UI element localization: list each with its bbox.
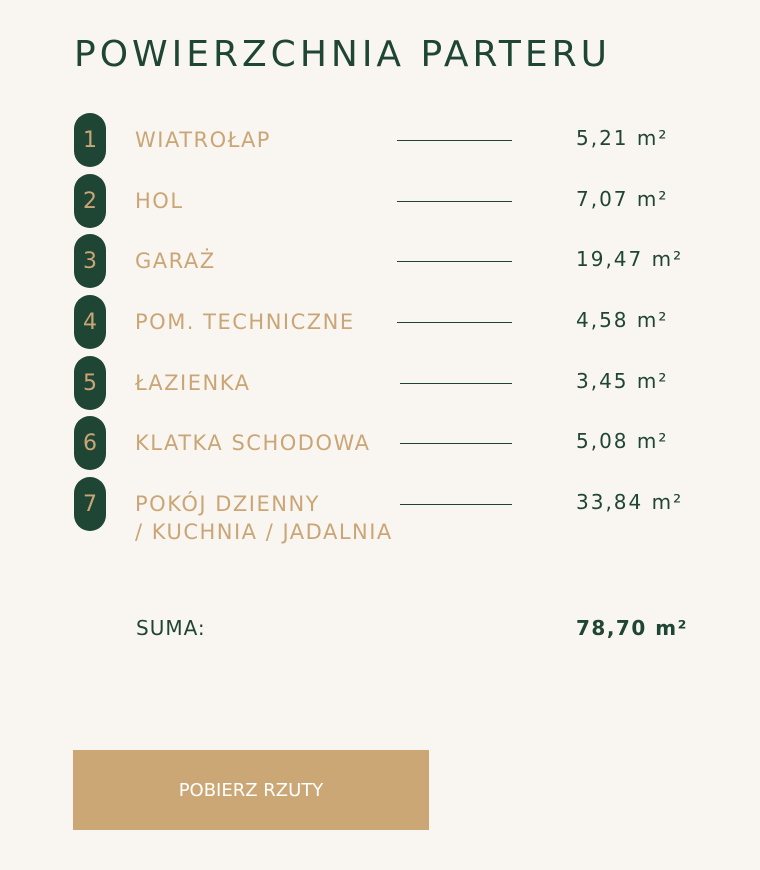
room-number-badge: 4 — [74, 295, 106, 349]
room-area: 33,84 m² — [576, 490, 684, 514]
room-area: 5,08 m² — [576, 429, 669, 453]
room-row — [0, 234, 760, 290]
download-plans-button[interactable]: POBIERZ RZUTY — [73, 750, 429, 830]
room-number-badge: 1 — [74, 113, 106, 167]
leader-line — [397, 201, 512, 202]
room-name-line: / KUCHNIA / JADALNIA — [135, 520, 393, 544]
room-name: ŁAZIENKA — [135, 371, 251, 395]
sum-value: 78,70 m² — [576, 616, 688, 640]
room-number-badge: 5 — [74, 356, 106, 410]
room-row — [0, 113, 760, 169]
room-area: 4,58 m² — [576, 308, 669, 332]
room-row — [0, 295, 760, 351]
leader-line — [397, 140, 512, 141]
room-name — [135, 490, 393, 546]
room-number-badge: 2 — [74, 174, 106, 228]
room-name: POM. TECHNICZNE — [135, 310, 355, 334]
room-name: HOL — [135, 189, 184, 213]
room-name-line: POKÓJ DZIENNY — [135, 492, 320, 516]
room-row — [0, 477, 760, 547]
leader-line — [397, 261, 512, 262]
room-row — [0, 174, 760, 230]
room-number-badge: 6 — [74, 416, 106, 470]
leader-line — [400, 383, 512, 384]
room-row — [0, 356, 760, 412]
room-number-badge: 3 — [74, 234, 106, 288]
room-row — [0, 416, 760, 472]
sum-label: SUMA: — [136, 616, 206, 640]
room-area: 19,47 m² — [576, 247, 684, 271]
leader-line — [397, 322, 512, 323]
room-number-badge: 7 — [74, 477, 106, 531]
room-name: WIATROŁAP — [135, 128, 271, 152]
room-area: 3,45 m² — [576, 369, 669, 393]
room-name: KLATKA SCHODOWA — [135, 431, 371, 455]
room-name: GARAŻ — [135, 249, 216, 273]
room-area: 7,07 m² — [576, 187, 669, 211]
room-area: 5,21 m² — [576, 126, 669, 150]
leader-line — [400, 504, 512, 505]
page-title: POWIERZCHNIA PARTERU — [74, 34, 612, 75]
leader-line — [400, 443, 512, 444]
